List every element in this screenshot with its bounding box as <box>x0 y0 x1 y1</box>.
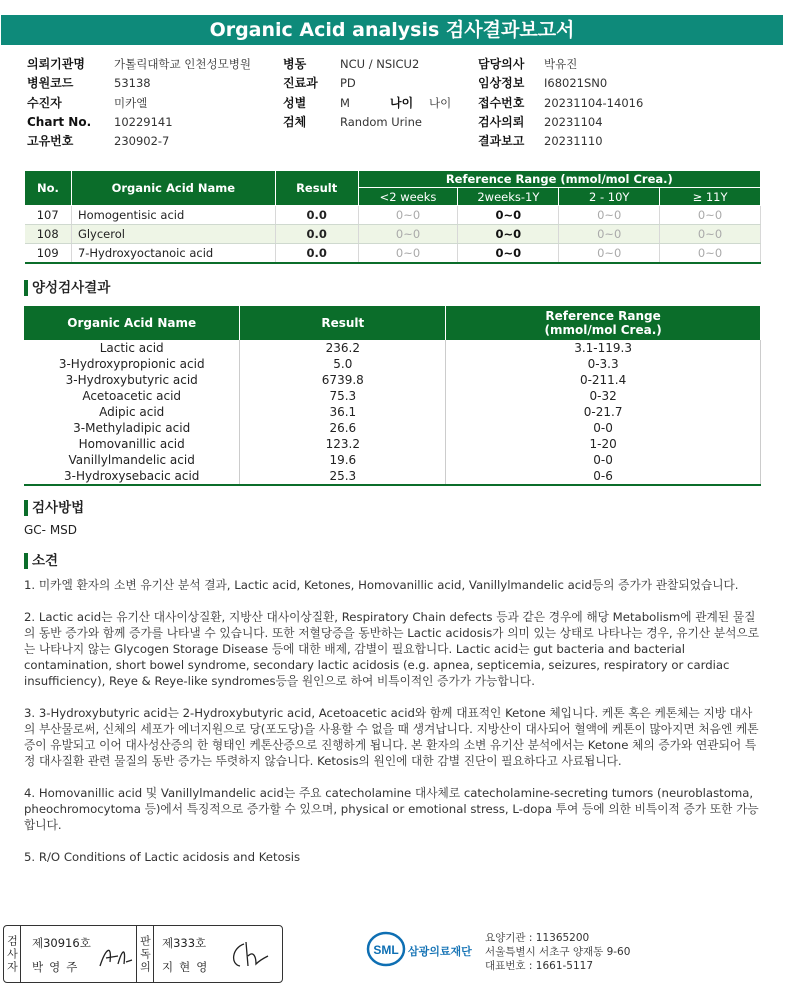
info-label: 결과보고 <box>478 134 525 149</box>
row-range: 0~0 <box>660 225 761 244</box>
col-header-result: Result <box>240 306 446 340</box>
row-range: 0~0 <box>559 225 660 244</box>
info-value: 20231104-14016 <box>544 95 644 110</box>
row-result: 26.6 <box>240 420 446 436</box>
report-footer <box>0 918 785 988</box>
table-row <box>25 206 761 225</box>
row-result: 6739.8 <box>240 372 446 388</box>
institution-number: 요양기관 : 11365200 <box>485 932 590 944</box>
info-label: 진료과 <box>283 76 318 91</box>
table-row <box>25 225 761 244</box>
verifier-label: 판독의 <box>136 926 154 982</box>
col-header-range: Reference Range (mmol/mol Crea.) <box>358 171 760 188</box>
row-result: 75.3 <box>240 388 446 404</box>
info-label: 검체 <box>283 114 307 129</box>
row-name: Homovanillic acid <box>24 436 240 452</box>
table-row <box>25 244 761 264</box>
positive-results-heading: 양성검사결과 <box>24 280 110 296</box>
row-range: 0~0 <box>458 206 559 225</box>
row-range: 1-20 <box>446 436 761 452</box>
col-header-no: No. <box>25 171 72 206</box>
table-row <box>24 468 761 485</box>
row-name: 3-Hydroxysebacic acid <box>24 468 240 485</box>
row-range: 0~0 <box>458 225 559 244</box>
info-label: Chart No. <box>27 114 92 129</box>
row-no: 107 <box>25 206 72 225</box>
reference-table <box>24 170 761 264</box>
info-value: M <box>340 95 350 110</box>
row-range: 0~0 <box>358 225 458 244</box>
row-name: Glycerol <box>71 225 275 244</box>
row-name: Acetoacetic acid <box>24 388 240 404</box>
info-value: I68021SN0 <box>544 76 608 91</box>
row-range: 0~0 <box>660 206 761 225</box>
col-header-result: Result <box>275 171 358 206</box>
table-row <box>24 420 761 436</box>
row-range: 0-211.4 <box>446 372 761 388</box>
row-range: 0-3.3 <box>446 356 761 372</box>
comment-paragraph: 5. R/O Conditions of Lactic acidosis and Ketosis <box>24 850 301 864</box>
info-value: 230902-7 <box>114 134 170 149</box>
tester-signature-icon <box>96 940 136 972</box>
col-header-name: Organic Acid Name <box>24 306 240 340</box>
row-name: 7-Hydroxyoctanoic acid <box>71 244 275 264</box>
row-result: 5.0 <box>240 356 446 372</box>
row-result: 0.0 <box>275 225 358 244</box>
comment-paragraph: 2. Lactic acid는 유기산 대사이상질환, 지방산 대사이상질환, Respiratory Chain defects 등과 같은 경우에 해당 Metabolism에 관계된 물질의 동반 증가와 함께 증가를 나타낼 수 있습니다. 또한 저혈당증을 동반하는 Lactic acidosis가 의미 있는 상태로 나타나는 경우, 유기산 분석으로는 나타나지 않는 Glycogen Storage Disease 등에 대한 배제, 감별이 필요합니다. Lactic acid는 gut bacteria and bacterial contamination, short bowel syndrome, secondary lactic acidosis (e.g. apnea, septicemia, seizures, respiratory or cardiac insufficiency), Reye & Reye-like syndromes등을 원인으로 하여 비특이적인 증가가 가능합니다. <box>24 610 759 688</box>
info-label: 나이 <box>390 95 414 110</box>
comment-paragraph: 3. 3-Hydroxybutyric acid는 2-Hydroxybutyric acid, Acetoacetic acid와 함께 대표적인 Ketone 체입니다. 케톤 혹은 케톤체는 지방 대사의 부산물로써, 신체의 세포가 에너지원으로 당(포도당)을 사용할 수 없을 때 생겨납니다. 지방산이 대사되어 혈액에 케톤이 많아지면 처음엔 케톤증이 유발되고 이어 대사성산증의 한 형태인 케톤산증으로 진행하게 됩니다. 본 환자의 소변 유기산 분석에서는 Ketone 체의 증가와 연관되어 특정 대사질환 관련 물질의 동반 증가는 뚜렷하지 않습니다. Ketosis의 원인에 대한 감별 진단이 필요하다고 사료됩니다. <box>24 706 759 768</box>
info-label: 접수번호 <box>478 95 525 110</box>
info-value: NCU / NSICU2 <box>340 57 420 71</box>
table-row <box>24 372 761 388</box>
table-row <box>24 356 761 372</box>
row-name: 3-Hydroxypropionic acid <box>24 356 240 372</box>
row-result: 19.6 <box>240 452 446 468</box>
row-name: Vanillylmandelic acid <box>24 452 240 468</box>
report-title: Organic Acid analysis 검사결과보고서 <box>1 15 783 45</box>
row-name: Adipic acid <box>24 404 240 420</box>
row-range: 0-6 <box>446 468 761 485</box>
row-name: Homogentisic acid <box>71 206 275 225</box>
info-value: Random Urine <box>340 114 422 129</box>
row-range: 0~0 <box>458 244 559 264</box>
table-row <box>24 452 761 468</box>
verifier-name: 지현영 <box>162 960 214 974</box>
comments-heading: 소견 <box>24 553 58 569</box>
row-range: 0-0 <box>446 452 761 468</box>
info-value: 20231110 <box>544 134 603 149</box>
institution-phone: 대표번호 : 1661-5117 <box>485 960 594 972</box>
logo-text: SML <box>373 943 399 957</box>
info-value: 가톨릭대학교 인천성모병원 <box>114 57 251 71</box>
table-row <box>24 404 761 420</box>
tester-name: 박영주 <box>32 960 84 974</box>
table-row <box>24 340 761 356</box>
row-result: 123.2 <box>240 436 446 452</box>
info-value: 53138 <box>114 76 151 91</box>
row-result: 25.3 <box>240 468 446 485</box>
row-range: 0-0 <box>446 420 761 436</box>
info-label: 담당의사 <box>478 57 525 71</box>
verifier-license-no: 제333호 <box>162 936 207 950</box>
row-range: 0~0 <box>660 244 761 264</box>
row-name: Lactic acid <box>24 340 240 356</box>
info-label: 수진자 <box>27 95 62 110</box>
institution-info <box>485 931 630 973</box>
info-value: 10229141 <box>114 114 173 129</box>
row-result: 0.0 <box>275 206 358 225</box>
comments-body <box>24 577 759 881</box>
comment-paragraph: 1. 미카엘 환자의 소변 유기산 분석 결과, Lactic acid, Ketones, Homovanillic acid, Vanillylmandelic acid등의 증가가 관찰되었습니다. <box>24 578 739 592</box>
row-name: 3-Hydroxybutyric acid <box>24 372 240 388</box>
sml-logo-icon <box>366 931 406 967</box>
tester-license-no: 제30916호 <box>32 936 91 950</box>
institution-address: 서울특별시 서초구 양재동 9-60 <box>485 946 631 958</box>
sml-logo <box>366 931 476 971</box>
info-label: 의뢰기관명 <box>27 57 85 71</box>
range-header-line1: Reference Range <box>545 309 661 323</box>
col-header-age: ≥ 11Y <box>660 188 761 206</box>
method-value: GC- MSD <box>24 523 78 537</box>
row-name: 3-Methyladipic acid <box>24 420 240 436</box>
table-row <box>24 388 761 404</box>
info-value: 20231104 <box>544 114 603 129</box>
row-range: 0~0 <box>358 206 458 225</box>
col-header-age: 2 - 10Y <box>559 188 660 206</box>
info-value: PD <box>340 76 356 91</box>
row-range: 0~0 <box>358 244 458 264</box>
info-value: 박유진 <box>544 57 578 71</box>
info-label: 검사의뢰 <box>478 114 525 129</box>
row-result: 236.2 <box>240 340 446 356</box>
info-label: 병원코드 <box>27 76 74 91</box>
col-header-range <box>446 306 761 340</box>
row-range: 0-32 <box>446 388 761 404</box>
method-heading: 검사방법 <box>24 500 84 516</box>
tester-label: 검사자 <box>4 926 21 982</box>
info-label: 고유번호 <box>27 134 74 149</box>
row-range: 3.1-119.3 <box>446 340 761 356</box>
info-value: 미카엘 <box>114 95 148 110</box>
col-header-age: <2 weeks <box>358 188 458 206</box>
table-row <box>24 436 761 452</box>
row-result: 36.1 <box>240 404 446 420</box>
row-range: 0-21.7 <box>446 404 761 420</box>
range-header-line2: (mmol/mol Crea.) <box>544 323 662 337</box>
info-label: 성별 <box>283 95 307 110</box>
row-range: 0~0 <box>559 244 660 264</box>
verifier-signature-icon <box>226 938 270 972</box>
info-right <box>478 55 643 151</box>
positive-results-table <box>24 306 761 486</box>
row-no: 109 <box>25 244 72 264</box>
info-left <box>27 55 251 151</box>
col-header-age: 2weeks-1Y <box>458 188 559 206</box>
info-value: 나이 <box>429 95 452 110</box>
col-header-name: Organic Acid Name <box>71 171 275 206</box>
info-label: 병동 <box>283 57 307 71</box>
info-middle <box>283 55 451 132</box>
info-label: 임상정보 <box>478 76 525 91</box>
signature-box <box>3 925 283 983</box>
row-no: 108 <box>25 225 72 244</box>
row-result: 0.0 <box>275 244 358 264</box>
comment-paragraph: 4. Homovanillic acid 및 Vanillylmandelic acid는 주요 catecholamine 대사체로 catecholamine-secreting tumors (neuroblastoma, pheochromocytoma 등)에서 특징적으로 증가할 수 있으며, physical or emotional stress, L-dopa 투여 등에 의한 비특이적 증가 또한 가능합니다. <box>24 786 759 832</box>
row-range: 0~0 <box>559 206 660 225</box>
logo-subtitle: 삼광의료재단 <box>408 945 472 958</box>
